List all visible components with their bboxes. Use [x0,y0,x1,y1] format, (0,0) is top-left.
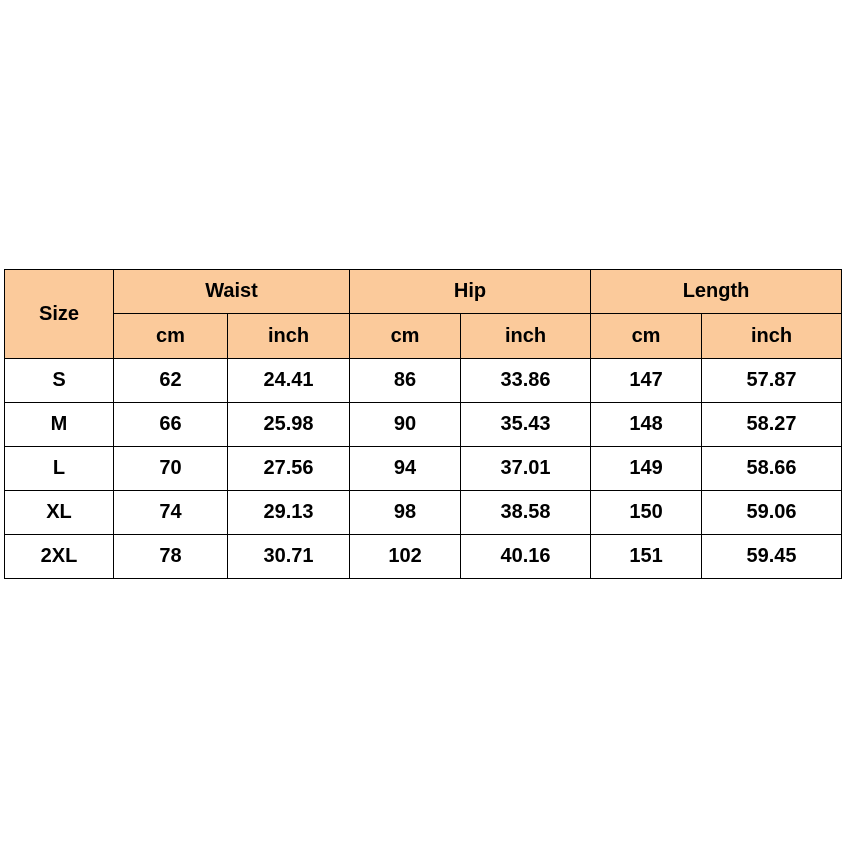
hip-group-header: Hip [350,270,591,314]
length-cm-cell: 150 [591,491,702,535]
length-cm-cell: 147 [591,359,702,403]
hip-inch-header: inch [461,314,591,359]
size-cell: L [5,447,114,491]
waist-inch-cell: 29.13 [228,491,350,535]
waist-cm-cell: 62 [114,359,228,403]
size-chart-table [4,269,842,579]
waist-inch-cell: 25.98 [228,403,350,447]
table-row [5,535,842,579]
header-row-units [5,314,842,359]
length-inch-cell: 59.06 [702,491,842,535]
length-group-header: Length [591,270,842,314]
hip-cm-cell: 98 [350,491,461,535]
hip-inch-cell: 38.58 [461,491,591,535]
hip-inch-cell: 35.43 [461,403,591,447]
hip-inch-cell: 33.86 [461,359,591,403]
table-row [5,447,842,491]
size-cell: 2XL [5,535,114,579]
length-inch-cell: 58.27 [702,403,842,447]
waist-inch-cell: 30.71 [228,535,350,579]
length-inch-header: inch [702,314,842,359]
hip-inch-cell: 40.16 [461,535,591,579]
waist-cm-cell: 74 [114,491,228,535]
size-cell: XL [5,491,114,535]
length-cm-cell: 148 [591,403,702,447]
waist-cm-header: cm [114,314,228,359]
waist-inch-cell: 24.41 [228,359,350,403]
hip-cm-cell: 94 [350,447,461,491]
hip-cm-cell: 86 [350,359,461,403]
header-row-groups [5,270,842,314]
waist-cm-cell: 66 [114,403,228,447]
length-cm-cell: 149 [591,447,702,491]
size-column-header: Size [5,270,114,359]
waist-inch-header: inch [228,314,350,359]
length-inch-cell: 58.66 [702,447,842,491]
hip-cm-cell: 102 [350,535,461,579]
table-row [5,359,842,403]
table-row [5,403,842,447]
waist-cm-cell: 78 [114,535,228,579]
size-cell: S [5,359,114,403]
length-inch-cell: 57.87 [702,359,842,403]
hip-cm-header: cm [350,314,461,359]
length-cm-cell: 151 [591,535,702,579]
table-row [5,491,842,535]
length-inch-cell: 59.45 [702,535,842,579]
waist-cm-cell: 70 [114,447,228,491]
length-cm-header: cm [591,314,702,359]
size-cell: M [5,403,114,447]
waist-inch-cell: 27.56 [228,447,350,491]
hip-cm-cell: 90 [350,403,461,447]
waist-group-header: Waist [114,270,350,314]
hip-inch-cell: 37.01 [461,447,591,491]
